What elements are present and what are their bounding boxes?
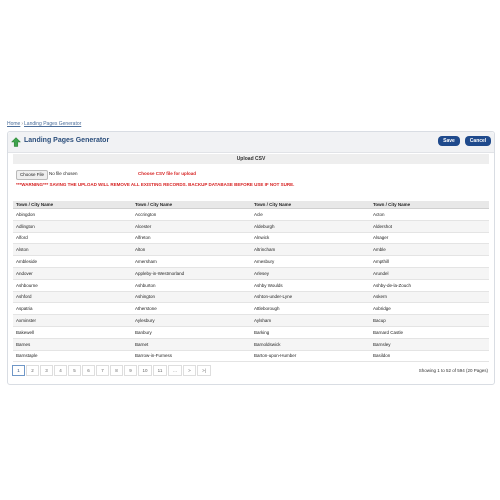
town-cell: Appleby-in-Westmorland (132, 267, 251, 279)
panel-header (8, 132, 494, 153)
town-cell: Abingdon (13, 209, 132, 221)
town-cell: Barrow-in-Furness (132, 350, 251, 362)
town-cell: Arundel (370, 267, 489, 279)
town-cell: Aldershot (370, 220, 489, 232)
town-cell: Barnstaple (13, 350, 132, 362)
town-cell: Aylesbury (132, 315, 251, 327)
table-row (13, 326, 489, 338)
town-city-table (13, 201, 489, 362)
table-row (13, 244, 489, 256)
town-cell: Amesbury (251, 256, 370, 268)
town-cell: Ashton-under-Lyne (251, 291, 370, 303)
town-cell: Alford (13, 232, 132, 244)
town-cell: Ashford (13, 291, 132, 303)
table-row (13, 291, 489, 303)
town-cell: Alston (13, 244, 132, 256)
town-cell: Acton (370, 209, 489, 221)
table-header-row (13, 201, 489, 209)
table-row (13, 209, 489, 221)
green-up-arrow-icon (11, 137, 21, 147)
upload-warning: ***WARNING*** SAVING THE UPLOAD WILL REMOVE ALL EXISTING RECORDS. BACKUP DATABASE BEFORE USE IF NOT SURE. (16, 182, 295, 187)
table-body (13, 209, 489, 362)
town-cell: Bakewell (13, 326, 132, 338)
page-link[interactable]: 6 (82, 365, 95, 376)
town-cell: Barnes (13, 338, 132, 350)
town-cell: Atherstone (132, 303, 251, 315)
town-cell: Alnwick (251, 232, 370, 244)
breadcrumb-current-link[interactable]: Landing Pages Generator (24, 121, 82, 127)
save-button[interactable]: Save (438, 136, 460, 146)
page-link[interactable]: >| (197, 365, 211, 376)
town-cell: Alcester (132, 220, 251, 232)
town-cell: Axbridge (370, 303, 489, 315)
town-cell: Aldeburgh (251, 220, 370, 232)
cancel-button[interactable]: Cancel (465, 136, 491, 146)
table-row (13, 256, 489, 268)
town-cell: Alton (132, 244, 251, 256)
town-cell: Askern (370, 291, 489, 303)
town-cell: Axminster (13, 315, 132, 327)
town-cell: Acle (251, 209, 370, 221)
town-cell: Barnet (132, 338, 251, 350)
town-cell: Amersham (132, 256, 251, 268)
town-cell: Andover (13, 267, 132, 279)
town-cell: Arlesey (251, 267, 370, 279)
table-row (13, 232, 489, 244)
main-panel (7, 131, 495, 385)
page-link[interactable]: 3 (40, 365, 53, 376)
page-link[interactable]: 4 (54, 365, 67, 376)
town-cell: Ashburton (132, 279, 251, 291)
town-cell: Alsager (370, 232, 489, 244)
town-cell: Aspatria (13, 303, 132, 315)
column-header: Town / City Name (13, 201, 132, 209)
town-cell: Bacup (370, 315, 489, 327)
table-row (13, 315, 489, 327)
column-header: Town / City Name (251, 201, 370, 209)
breadcrumb-separator: › (21, 121, 24, 127)
no-file-chosen-text: No file chosen (49, 171, 78, 176)
breadcrumb (7, 121, 81, 127)
town-cell: Barnoldswick (251, 338, 370, 350)
town-cell: Attleborough (251, 303, 370, 315)
pagination (12, 365, 212, 376)
column-header: Town / City Name (370, 201, 489, 209)
town-cell: Barnsley (370, 338, 489, 350)
page-link[interactable]: 7 (96, 365, 109, 376)
town-cell: Alfreton (132, 232, 251, 244)
town-cell: Ashby-de-la-Zouch (370, 279, 489, 291)
upload-section-heading: Upload CSV (13, 154, 489, 164)
town-cell: Ambleside (13, 256, 132, 268)
town-cell: Ashby Woulds (251, 279, 370, 291)
town-cell: Banbury (132, 326, 251, 338)
column-header: Town / City Name (132, 201, 251, 209)
town-cell: Barnard Castle (370, 326, 489, 338)
town-cell: Ashbourne (13, 279, 132, 291)
pagination-summary: Showing 1 to 52 of 594 (20 Pages) (418, 368, 488, 373)
town-cell: Ampthill (370, 256, 489, 268)
town-cell: Adlington (13, 220, 132, 232)
page-link[interactable]: 5 (68, 365, 81, 376)
town-cell: Barking (251, 326, 370, 338)
page-link[interactable]: 8 (110, 365, 123, 376)
page-link[interactable]: 1 (12, 365, 25, 376)
town-cell: Barton-upon-Humber (251, 350, 370, 362)
table-row (13, 279, 489, 291)
page-link[interactable]: > (183, 365, 196, 376)
town-cell: Amble (370, 244, 489, 256)
page-link[interactable]: 2 (26, 365, 39, 376)
table-row (13, 303, 489, 315)
choose-csv-message: Choose CSV file for upload (138, 171, 197, 176)
table-row (13, 267, 489, 279)
town-cell: Accrington (132, 209, 251, 221)
page-link[interactable]: 9 (124, 365, 137, 376)
page-link[interactable]: 10 (138, 365, 152, 376)
table-row (13, 350, 489, 362)
breadcrumb-home-link[interactable]: Home (7, 121, 21, 127)
town-cell: Altrincham (251, 244, 370, 256)
page-title: Landing Pages Generator (24, 137, 110, 144)
town-cell: Ashington (132, 291, 251, 303)
town-cell: Basildon (370, 350, 489, 362)
table-row (13, 220, 489, 232)
page-link[interactable]: 11 (153, 365, 167, 376)
town-cell: Aylsham (251, 315, 370, 327)
table-row (13, 338, 489, 350)
page-link[interactable]: ... (168, 365, 182, 376)
choose-file-button[interactable]: Choose File (16, 170, 48, 180)
